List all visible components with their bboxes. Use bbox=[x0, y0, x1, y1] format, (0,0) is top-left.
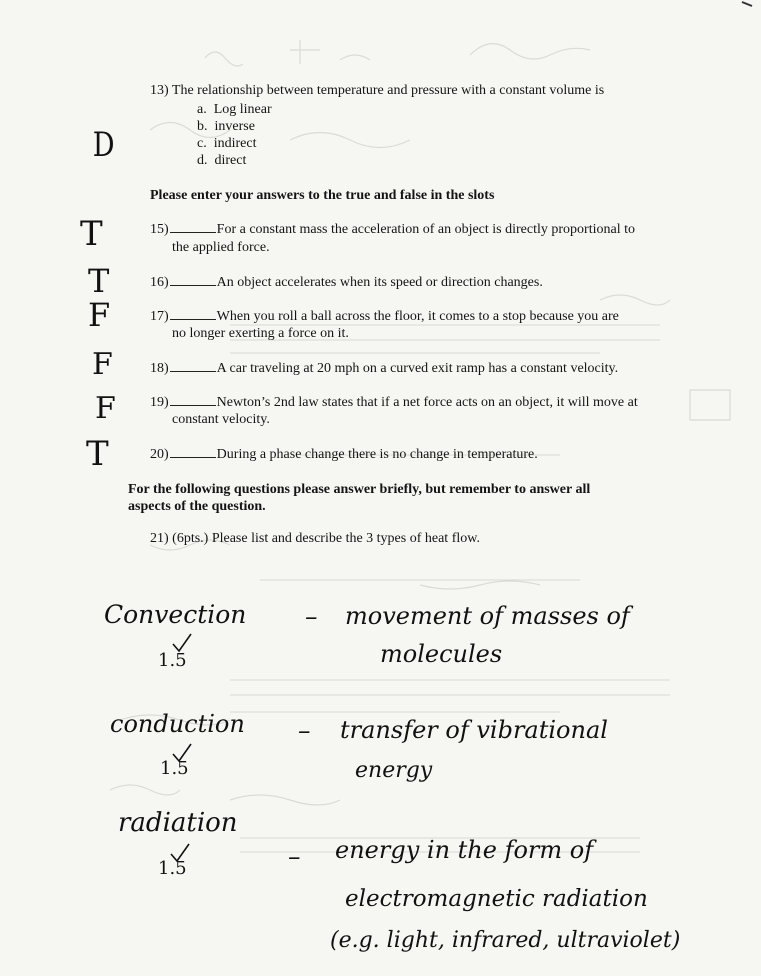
q17-line2: no longer exerting a force on it. bbox=[172, 326, 349, 341]
hw-conduction-term: conduction bbox=[110, 710, 245, 738]
q18-line1: 18) A car traveling at 20 mph on a curved exit ramp has a constant velocity. bbox=[150, 361, 619, 376]
hw-radiation-desc2: electromagnetic radiation bbox=[345, 886, 648, 912]
q17-handwritten-answer: F bbox=[88, 296, 111, 334]
radiation-check-icon bbox=[168, 842, 192, 864]
q13-handwritten-answer: D bbox=[92, 125, 115, 165]
q15-handwritten-answer: T bbox=[80, 214, 103, 254]
hw-radiation-score: 1.5 bbox=[158, 858, 187, 879]
tf-instruction: Please enter your answers to the true and false in the slots bbox=[150, 188, 495, 203]
hw-conduction-score: 1.5 bbox=[160, 758, 189, 779]
corner-speck-icon bbox=[740, 0, 756, 10]
q21-stem: 21) (6pts.) Please list and describe the 3 types of heat flow. bbox=[150, 531, 480, 546]
hw-convection-dash: – bbox=[305, 602, 318, 631]
conduction-check-icon bbox=[170, 742, 194, 764]
hw-convection-desc1: movement of masses of bbox=[345, 602, 630, 630]
convection-check-icon bbox=[170, 632, 194, 654]
q15-answer-slot[interactable] bbox=[170, 220, 216, 233]
q13-option-b: b. inverse bbox=[197, 119, 255, 134]
hw-conduction-desc2: energy bbox=[355, 758, 433, 783]
q16-answer-slot[interactable] bbox=[170, 273, 216, 286]
hw-radiation-desc1: energy in the form of bbox=[335, 836, 594, 864]
q18-handwritten-answer: F bbox=[92, 347, 113, 382]
q20-handwritten-answer: T bbox=[86, 434, 109, 474]
q15-line2: the applied force. bbox=[172, 240, 270, 255]
q15-line1: 15) For a constant mass the acceleration of an object is directly proportional to bbox=[150, 222, 635, 237]
brief-instruction-line2: aspects of the question. bbox=[128, 499, 266, 514]
q13-option-c: c. indirect bbox=[197, 136, 257, 151]
q16-handwritten-answer: T bbox=[88, 262, 110, 300]
hw-radiation-dash: – bbox=[288, 842, 301, 871]
brief-instruction-line1: For the following questions please answer briefly, but remember to answer all bbox=[128, 482, 591, 497]
q13-option-d: d. direct bbox=[197, 153, 247, 168]
hw-convection-term: Convection bbox=[104, 600, 247, 629]
hw-convection-score: 1.5 bbox=[158, 650, 187, 671]
hw-radiation-desc3: (e.g. light, infrared, ultraviolet) bbox=[330, 928, 681, 953]
q20-answer-slot[interactable] bbox=[170, 445, 216, 458]
hw-convection-desc2: molecules bbox=[380, 640, 503, 668]
q13-option-a: a. Log linear bbox=[197, 102, 272, 117]
hw-conduction-dash: – bbox=[298, 716, 311, 745]
hw-conduction-desc1: transfer of vibrational bbox=[340, 716, 608, 744]
q18-answer-slot[interactable] bbox=[170, 359, 216, 372]
q19-line1: 19) Newton’s 2nd law states that if a net force acts on an object, it will move at bbox=[150, 395, 638, 410]
q13-stem: 13) The relationship between temperature and pressure with a constant volume is bbox=[150, 83, 605, 98]
q16-line1: 16) An object accelerates when its speed or direction changes. bbox=[150, 275, 543, 290]
q17-answer-slot[interactable] bbox=[170, 307, 216, 320]
q17-line1: 17) When you roll a ball across the floor, it comes to a stop because you are bbox=[150, 309, 619, 324]
q19-handwritten-answer: F bbox=[95, 391, 116, 426]
q19-line2: constant velocity. bbox=[172, 412, 270, 427]
q20-line1: 20) During a phase change there is no change in temperature. bbox=[150, 447, 538, 462]
hw-radiation-term: radiation bbox=[118, 808, 238, 838]
q19-answer-slot[interactable] bbox=[170, 393, 216, 406]
